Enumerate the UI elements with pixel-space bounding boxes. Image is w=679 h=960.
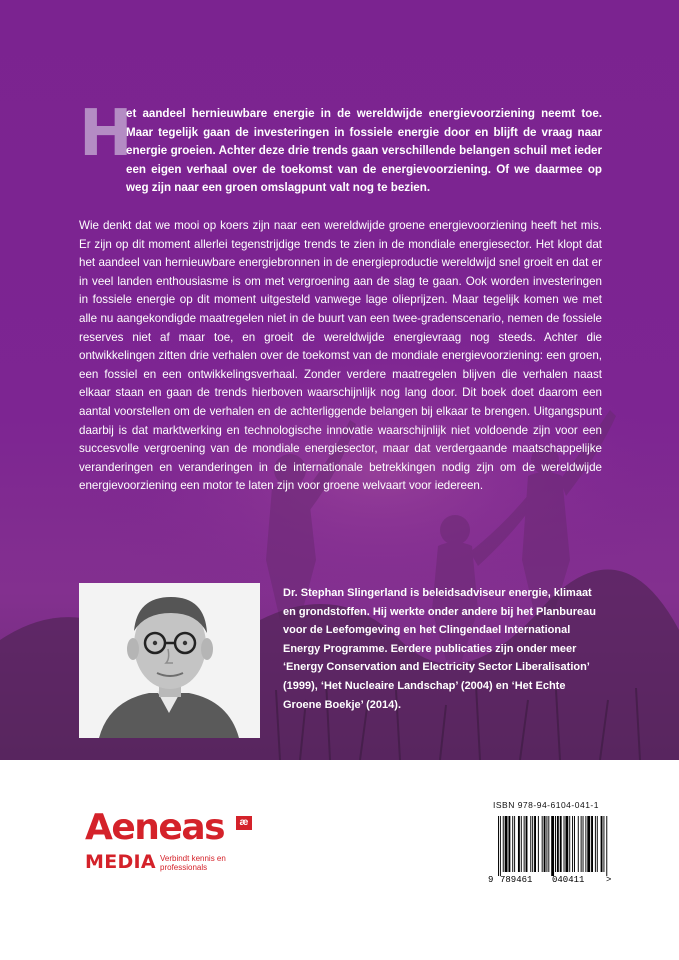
barcode-bar <box>555 816 556 872</box>
publisher-division: MEDIA <box>85 851 156 873</box>
barcode-digits-right: 040411 <box>552 875 585 884</box>
barcode-bar <box>538 816 539 872</box>
isbn-label: ISBN 978-94-6104-041-1 <box>493 800 599 810</box>
author-bio: Dr. Stephan Slingerland is beleidsadviseur energie, klimaat en grondstoffen. Hij werkte onder andere bij het Planbureau voor de Leefomgeving en het Clingendael International Energy Programme. Eerdere publicaties zijn onder meer ‘Energy Conservation and Electricity Sector Liberalisation’ (1999), ‘Het Nucleaire Landschap’ (2004) en ‘Het Echte Groene Boekje’ (2014). <box>283 587 596 711</box>
barcode-bar <box>514 816 515 872</box>
barcode-bar <box>581 816 582 872</box>
barcode-bar <box>524 816 525 872</box>
barcode-bar <box>601 816 603 872</box>
intro-paragraph: et aandeel hernieuwbare energie in de wereldwijde energievoorziening neemt toe. Maar tegelijk gaan de investeringen in fossiele energie door en blijft de vraag naar energie groeien. Achter deze drie trends gaan verschillende belangen schuil met ieder een eigen verhaal over de toekomst van de energievoorziening. Of we daarmee op weg zijn naar een groen omslagpunt valt nog te bezien. <box>126 107 602 195</box>
barcode-bar <box>544 816 546 872</box>
barcode-bar <box>512 816 513 872</box>
barcode-bar <box>500 816 501 876</box>
barcode-bar <box>521 816 522 872</box>
barcode-bar <box>508 816 510 872</box>
barcode-digit-first: 9 <box>488 875 494 884</box>
barcode-bar <box>569 816 570 872</box>
barcode-bar <box>526 816 528 872</box>
publisher-tagline: Verbindt kennis en professionals <box>160 854 226 872</box>
barcode-bar <box>591 816 593 872</box>
barcode-digits-left: 789461 <box>500 875 533 884</box>
barcode-bar <box>498 816 499 876</box>
barcode-bar <box>583 816 584 872</box>
barcode-bar <box>557 816 559 872</box>
barcode-bar <box>530 816 531 872</box>
barcode-bar <box>574 816 575 872</box>
publisher-ae-mark: æ <box>236 816 252 830</box>
barcode-bar <box>518 816 520 872</box>
barcode-bar <box>551 816 554 876</box>
barcode-bar <box>542 816 543 872</box>
barcode-bar <box>578 816 579 872</box>
barcode-bar <box>534 816 536 872</box>
drop-cap: H <box>79 97 133 171</box>
barcode-bar <box>572 816 573 872</box>
barcode-digit-end: > <box>606 875 612 884</box>
author-portrait-image <box>79 583 260 738</box>
publisher-name: Aeneas <box>85 807 225 848</box>
barcode-bar <box>587 816 590 872</box>
barcode-bar <box>548 816 549 872</box>
barcode-bar <box>564 816 565 872</box>
barcode-bar <box>560 816 562 872</box>
blurb-paragraph: Wie denkt dat we mooi op koers zijn naar een wereldwijde groene energievoorziening heeft het mis. Er zijn op dit moment allerlei tegenstrijdige trends te zien in de mondiale energiesector. Het klopt dat het aandeel van hernieuwbare energiebronnen in de energieproductie wereldwijd snel groeit en dat er in veel landen enthousiasme is om met vergroening aan de slag te gaan. Ook worden investeringen in fossiele energie op dit moment uitgesteld vanwege lage olieprijzen. Maar tegelijk komen we met alle nu aangekondigde maatregelen niet in de buurt van een twee-gradenscenario, nemen de fossiele reserves niet af maar toe, en groeit de wereldwijde energievraag nog steeds. Achter die ontwikkelingen zitten drie verhalen over de toekomst van de mondiale energievoorziening: een groen, een fossiel en een ontwikkelingsverhaal. Zonder verdere maatregelen blijven die verhalen naast elkaar staan en gaan de trends hierboven waarschijnlijk nog lang door. Dit boek doet daarom een aantal voorstellen om de verhalen en de achterliggende belangen bij elkaar te brengen. Uitgangspunt daarbij is dat marktwerking en technologische innovatie waarschijnlijk niet voldoende zijn voor een succesvolle vergroening van de mondiale energiesector, maar dat verdergaande maatschappelijke veranderingen en veranderingen in de internationale betrekkingen nodig zijn om de wereldwijde energievoorziening een motor te laten zijn voor groene welvaart voor iedereen. <box>79 219 602 493</box>
barcode-bar <box>503 816 504 872</box>
author-photo <box>79 583 260 738</box>
barcode-bar <box>585 816 586 872</box>
isbn-barcode <box>486 814 614 884</box>
barcode-bar <box>532 816 533 872</box>
barcode-bar <box>546 816 547 872</box>
publisher-logo <box>85 808 255 878</box>
barcode-bar <box>606 816 607 876</box>
barcode-bar <box>565 816 568 872</box>
barcode-bar <box>595 816 596 872</box>
barcode-bar <box>603 816 604 872</box>
barcode-bar <box>597 816 598 872</box>
barcode-bar <box>505 816 508 872</box>
